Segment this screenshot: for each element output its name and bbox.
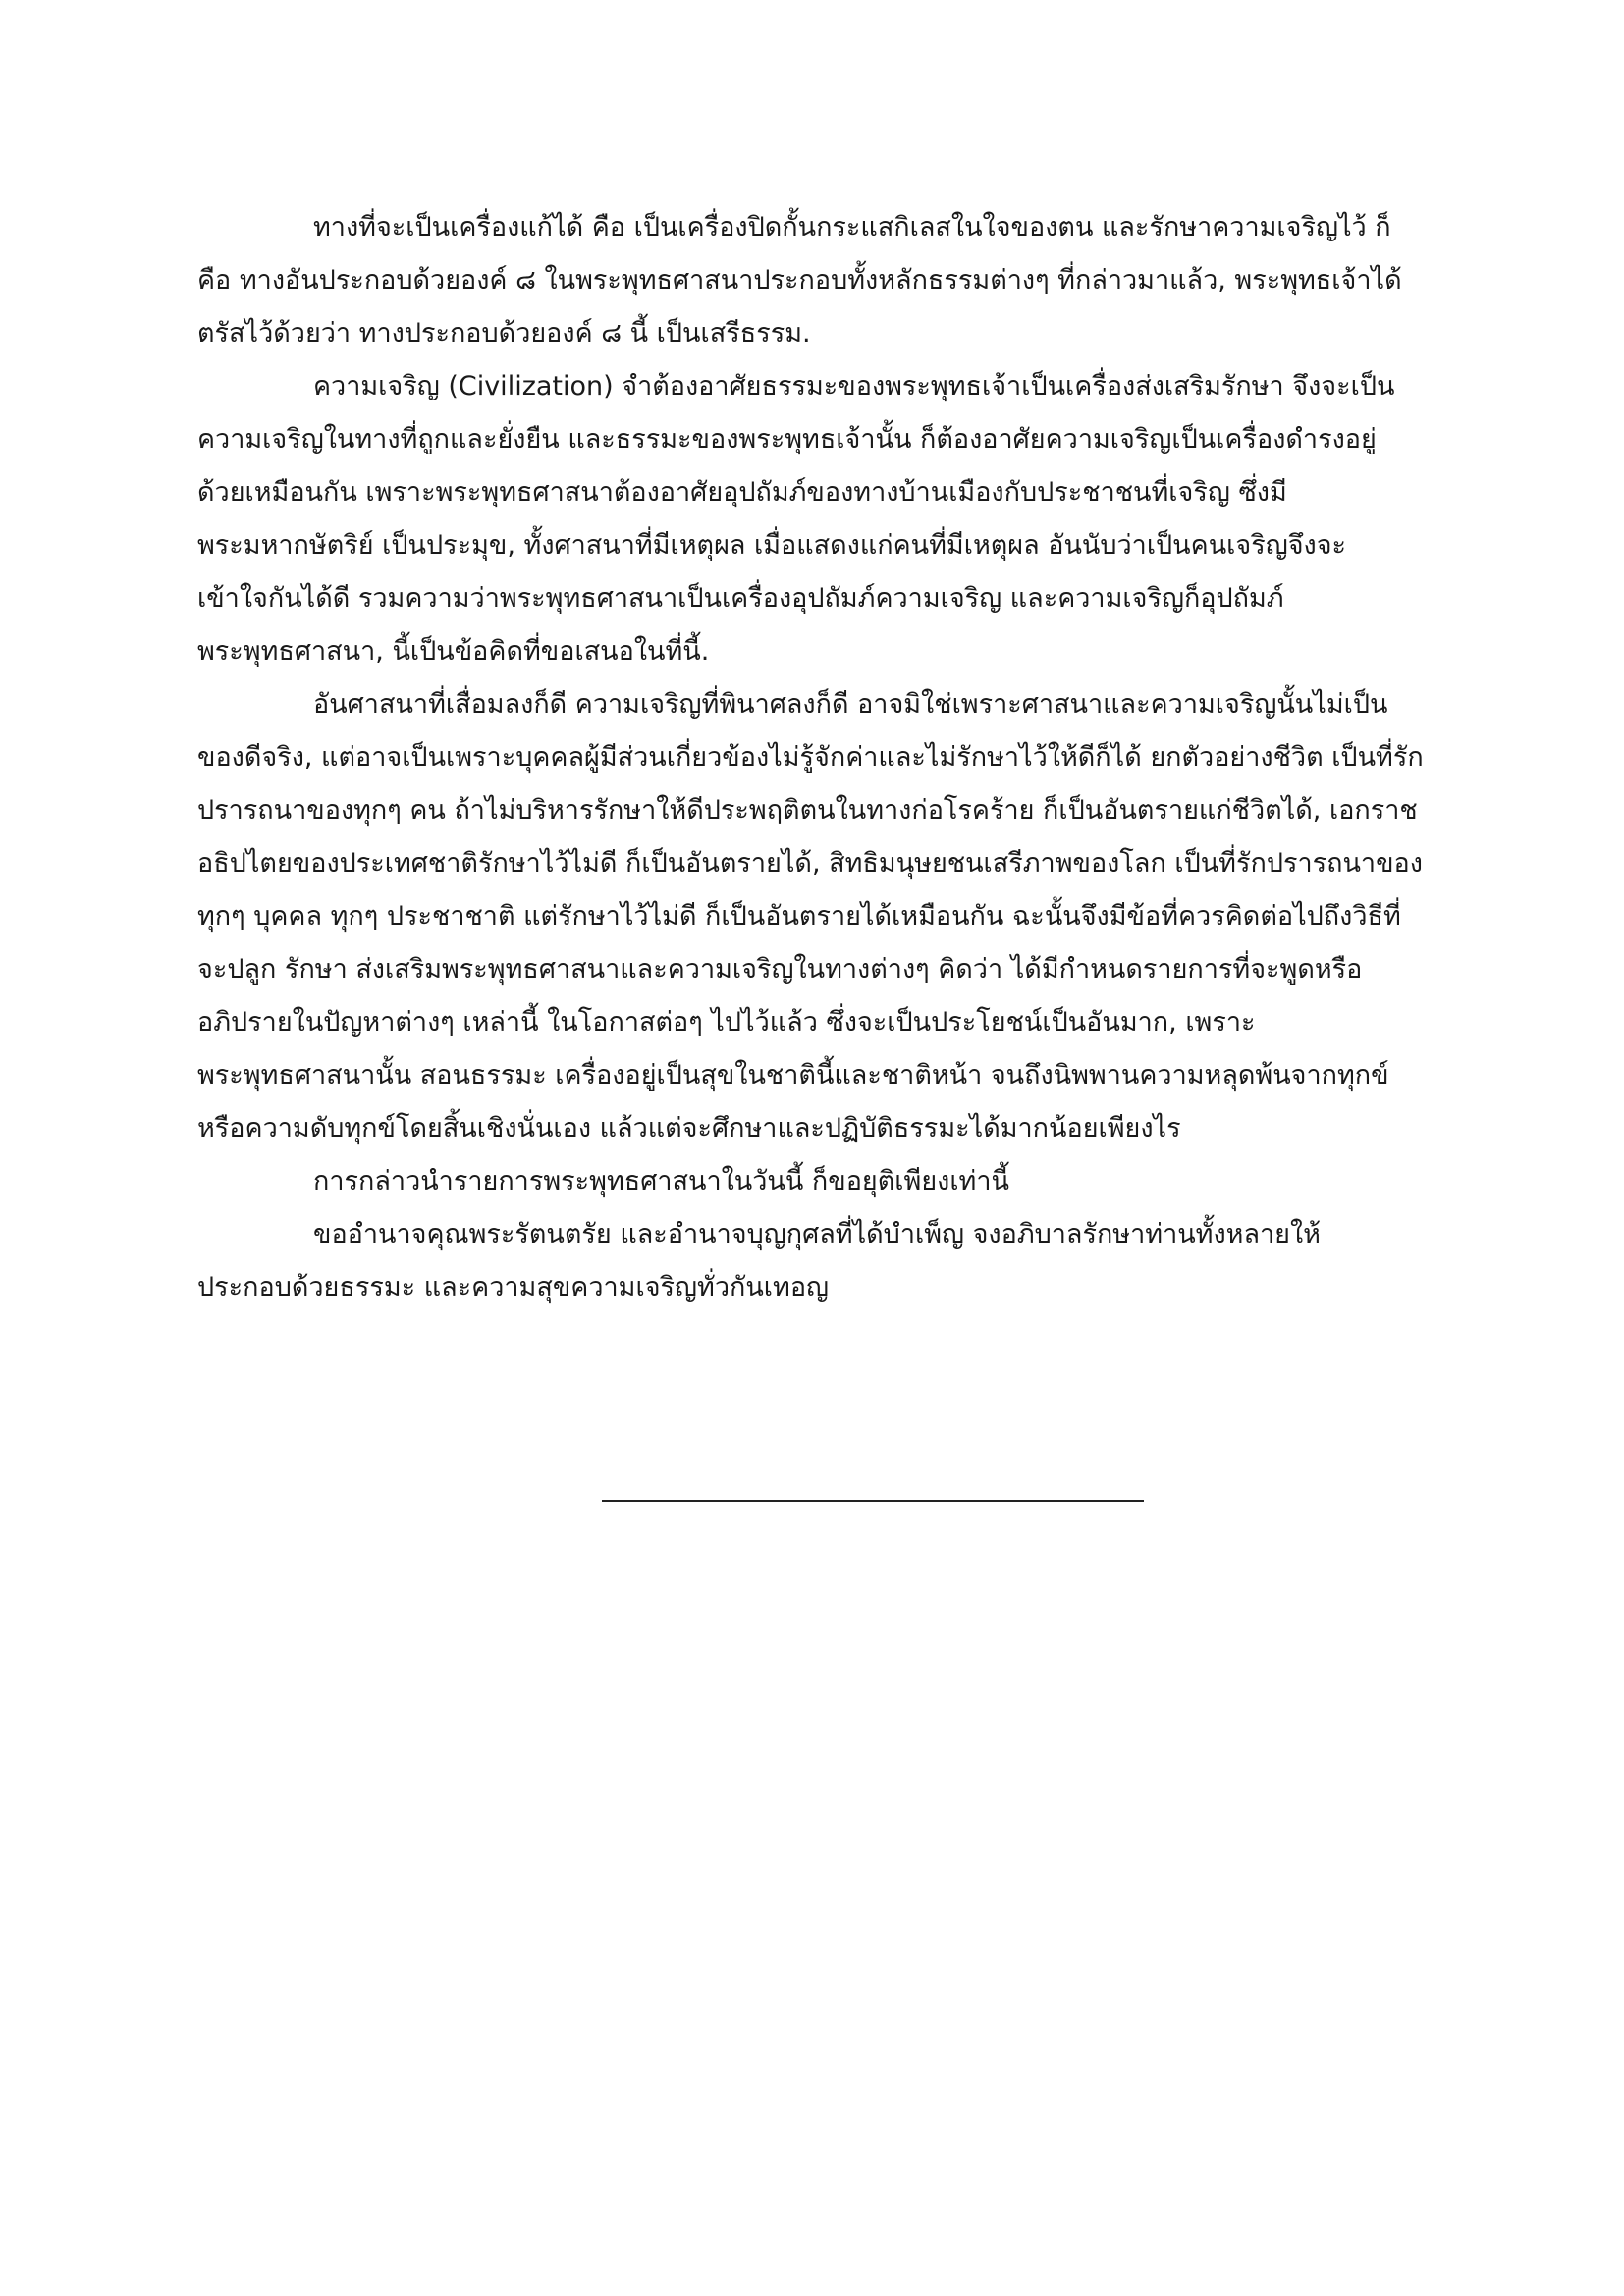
paragraph-line: หรือความดับทุกข์โดยสิ้นเชิงนั่นเอง แล้วแต่จะศึกษาและปฏิบัติธรรมะได้มากน้อยเพียงไร [197, 1113, 1181, 1144]
paragraph-line: ความเจริญในทางที่ถูกและยั่งยืน และธรรมะของพระพุทธเจ้านั้น ก็ต้องอาศัยความเจริญเป็นเครื่องดำรงอยู่ [197, 424, 1377, 454]
paragraph-line: การกล่าวนำรายการพระพุทธศาสนาในวันนี้ ก็ขอยุติเพียงเท่านี้ [313, 1166, 1009, 1197]
paragraph-line: ความเจริญ (Civilization) จำต้องอาศัยธรรมะของพระพุทธเจ้าเป็นเครื่องส่งเสริมรักษา จึงจะเป็น [313, 371, 1395, 401]
paragraph-line: อภิปรายในปัญหาต่างๆ เหล่านี้ ในโอกาสต่อๆ ไปไว้แล้ว ซึ่งจะเป็นประโยชน์เป็นอันมาก, เพราะ [197, 1007, 1256, 1038]
paragraph-line: ปรารถนาของทุกๆ คน ถ้าไม่บริหารรักษาให้ดีประพฤติตนในทางก่อโรคร้าย ก็เป็นอันตรายแก่ชีวิตได้, เอกราช [197, 795, 1418, 826]
paragraph-5 [197, 1208, 1439, 1314]
paragraph-4 [197, 1155, 1439, 1208]
paragraph-line: ของดีจริง, แต่อาจเป็นเพราะบุคคลผู้มีส่วนเกี่ยวข้องไม่รู้จักค่าและไม่รักษาไว้ให้ดีก็ได้ ยกตัวอย่างชีวิต เป็นที่รัก [197, 742, 1424, 773]
paragraph-line: ตรัสไว้ด้วยว่า ทางประกอบด้วยองค์ ๘ นี้ เป็นเสรีธรรม. [197, 318, 811, 348]
paragraph-line: ทางที่จะเป็นเครื่องแก้ได้ คือ เป็นเครื่องปิดกั้นกระแสกิเลสในใจของตน และรักษาความเจริญไว้ ก็ [313, 212, 1391, 242]
paragraph-line: พระพุทธศาสนานั้น สอนธรรมะ เครื่องอยู่เป็นสุขในชาตินี้และชาติหน้า จนถึงนิพพานความหลุดพ้นจากทุกข์ [197, 1060, 1389, 1091]
paragraph-line: ประกอบด้วยธรรมะ และความสุขความเจริญทั่วกันเทอญ [197, 1272, 830, 1303]
paragraph-line: เข้าใจกันได้ดี รวมความว่าพระพุทธศาสนาเป็นเครื่องอุปถัมภ์ความเจริญ และความเจริญก็อุปถัมภ์ [197, 583, 1284, 614]
paragraph-line: พระมหากษัตริย์ เป็นประมุข, ทั้งศาสนาที่มีเหตุผล เมื่อแสดงแก่คนที่มีเหตุผล อันนับว่าเป็นคนเจริญจึงจะ [197, 530, 1347, 561]
paragraph-line: ทุกๆ บุคคล ทุกๆ ประชาชาติ แต่รักษาไว้ไม่ดี ก็เป็นอันตรายได้เหมือนกัน ฉะนั้นจึงมีข้อที่ควรคิดต่อไปถึงวิธีที่ [197, 901, 1401, 932]
closing-divider [602, 1500, 1144, 1502]
paragraph-2 [197, 360, 1439, 678]
paragraph-line: อันศาสนาที่เสื่อมลงก็ดี ความเจริญที่พินาศลงก็ดี อาจมิใช่เพราะศาสนาและความเจริญนั้นไม่เป็น [313, 689, 1388, 720]
body-text [197, 201, 1439, 1314]
paragraph-line: พระพุทธศาสนา, นี้เป็นข้อคิดที่ขอเสนอในที่นี้. [197, 636, 710, 667]
paragraph-line: คือ ทางอันประกอบด้วยองค์ ๘ ในพระพุทธศาสนาประกอบทั้งหลักธรรมต่างๆ ที่กล่าวมาแล้ว, พระพุทธเจ้าได้ [197, 265, 1402, 295]
paragraph-3 [197, 678, 1439, 1155]
paragraph-line: อธิปไตยของประเทศชาติรักษาไว้ไม่ดี ก็เป็นอันตรายได้, สิทธิมนุษยชนเสรีภาพของโลก เป็นที่รักปรารถนาของ [197, 848, 1423, 879]
paragraph-line: ด้วยเหมือนกัน เพราะพระพุทธศาสนาต้องอาศัยอุปถัมภ์ของทางบ้านเมืองกับประชาชนที่เจริญ ซึ่งมี [197, 477, 1287, 507]
paragraph-line: ขออำนาจคุณพระรัตนตรัย และอำนาจบุญกุศลที่ได้บำเพ็ญ จงอภิบาลรักษาท่านทั้งหลายให้ [313, 1219, 1321, 1250]
paragraph-1 [197, 201, 1439, 360]
paragraph-line: จะปลูก รักษา ส่งเสริมพระพุทธศาสนาและความเจริญในทางต่างๆ คิดว่า ได้มีกำหนดรายการที่จะพูดหรือ [197, 954, 1363, 985]
